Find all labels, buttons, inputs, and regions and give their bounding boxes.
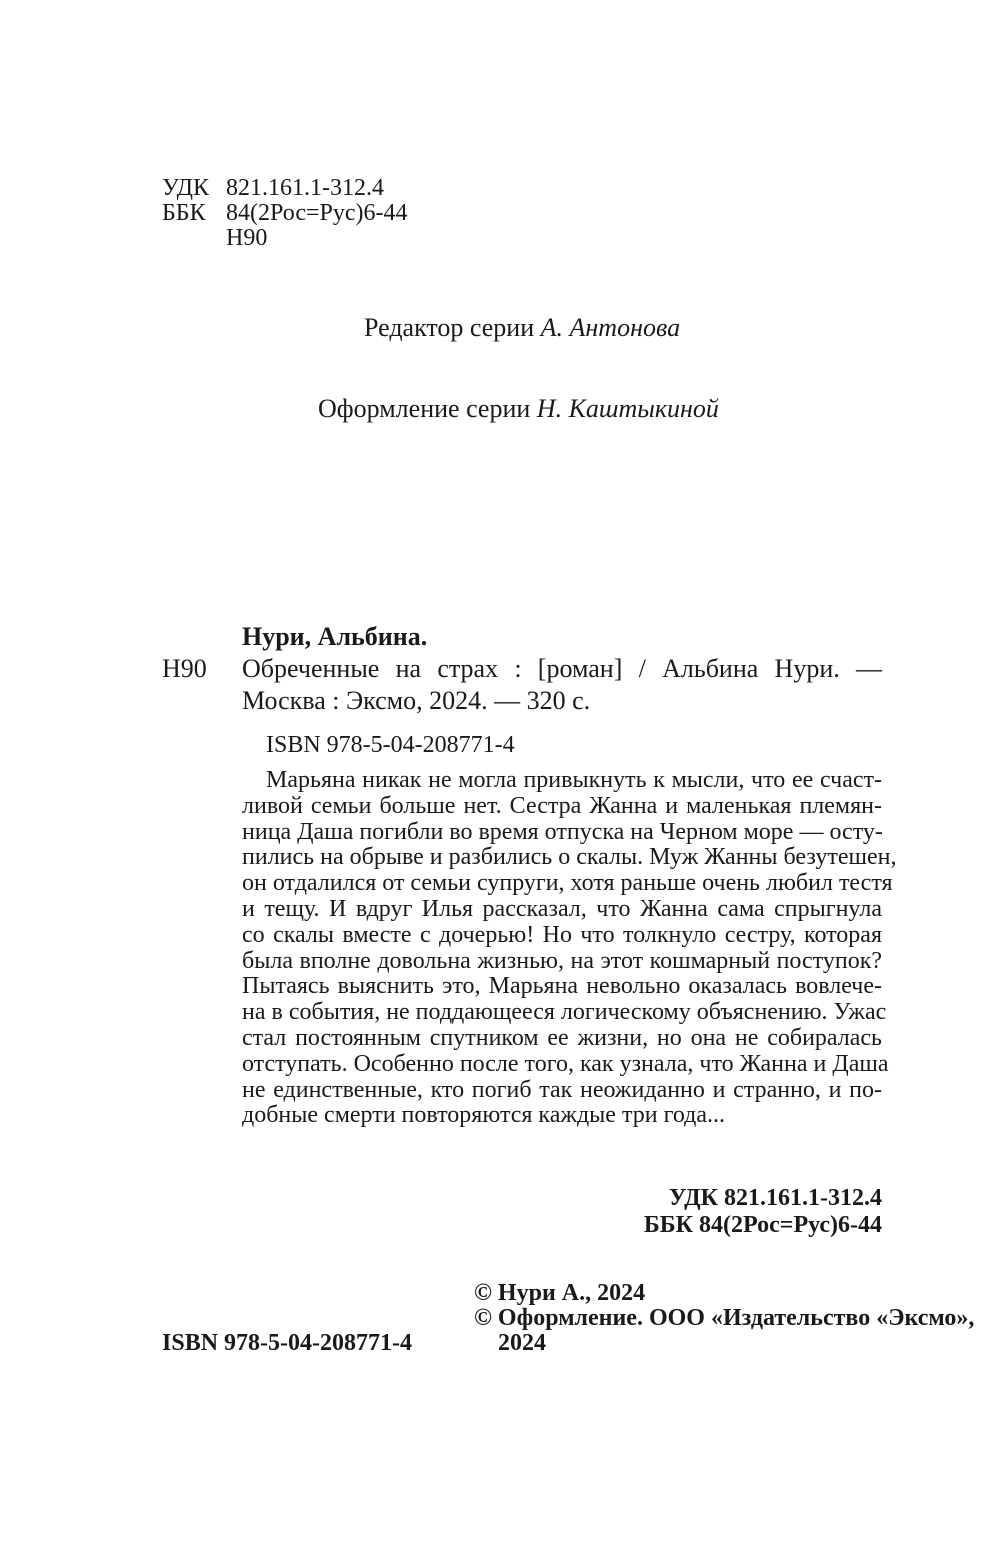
bbk-row	[162, 201, 408, 226]
bbk-value: 84(2Рос=Рус)6-44	[226, 200, 408, 226]
annotation-line: Пытаясь выяснить это, Марьяна невольно оказалась вовлече-	[242, 973, 882, 1000]
series-design-credit	[318, 395, 719, 423]
annotation-line: добные смерти повторяются каждые три года...	[242, 1102, 725, 1129]
annotation-line: не единственные, кто погиб так неожиданно и странно, и по-	[242, 1076, 882, 1103]
editor-prefix: Редактор серии	[364, 313, 535, 342]
design-prefix: Оформление серии	[318, 394, 531, 423]
annotation-line: ница Даша погибли во время отпуска на Черном море — осту-	[242, 818, 883, 845]
bottom-bbk: ББК 84(2Рос=Рус)6-44	[643, 1212, 882, 1238]
annotation-line: была вполне довольна жизнью, на этот кошмарный поступок?	[242, 947, 882, 974]
udk-row	[162, 176, 408, 201]
bottom-udk: УДК 821.161.1-312.4	[668, 1185, 882, 1211]
series-editor-credit	[364, 314, 680, 342]
classification-codes	[162, 176, 408, 251]
annotation-line: пились на обрыве и разбились о скалы. Муж Жанны безутешен,	[242, 844, 897, 871]
design-name: Н. Каштыкиной	[536, 394, 719, 423]
annotation	[242, 767, 897, 1129]
copyright-author: © Нури А., 2024	[474, 1280, 646, 1306]
udk-label: УДК	[162, 175, 209, 201]
copyright-design: © Оформление. ООО «Издательство «Эксмо»,	[474, 1305, 975, 1331]
annotation-line: и тещу. И вдруг Илья рассказал, что Жанна сама спрыгнула	[242, 895, 882, 922]
catalog-isbn: ISBN 978-5-04-208771-4	[266, 732, 515, 758]
annotation-line: на в события, не поддающееся логическому объяснению. Ужас	[242, 999, 887, 1026]
annotation-line: отступать. Особенно после того, как узнала, что Жанна и Даша	[242, 1050, 889, 1077]
catalog-author-mark: Н90	[162, 654, 207, 683]
copyright-year: 2024	[498, 1330, 546, 1356]
editor-name: А. Антонова	[540, 313, 681, 342]
bbk-label: ББК	[162, 200, 206, 226]
author-mark-row	[162, 226, 408, 251]
annotation-line: со скалы вместе с дочерью! Но что толкнуло сестру, которая	[242, 921, 882, 948]
annotation-line: он отдалился от семьи супруги, хотя раньше очень любил тестя	[242, 870, 893, 897]
catalog-title-line-2: Москва : Эксмо, 2024. — 320 с.	[242, 686, 591, 715]
isbn-bottom: ISBN 978-5-04-208771-4	[162, 1330, 412, 1356]
catalog-title-line-1: Обреченные на страх : [роман] / Альбина Нури. —	[242, 654, 882, 683]
annotation-line: Марьяна никак не могла привыкнуть к мысли, что ее счаст-	[266, 767, 882, 793]
udk-value: 821.161.1-312.4	[226, 175, 384, 201]
catalog-author-heading: Нури, Альбина.	[242, 622, 428, 651]
annotation-line: ливой семьи больше нет. Сестра Жанна и маленькая племян-	[242, 792, 882, 819]
author-mark: Н90	[226, 225, 268, 251]
annotation-line: стал постоянным спутником ее жизни, но она не собиралась	[242, 1024, 882, 1051]
